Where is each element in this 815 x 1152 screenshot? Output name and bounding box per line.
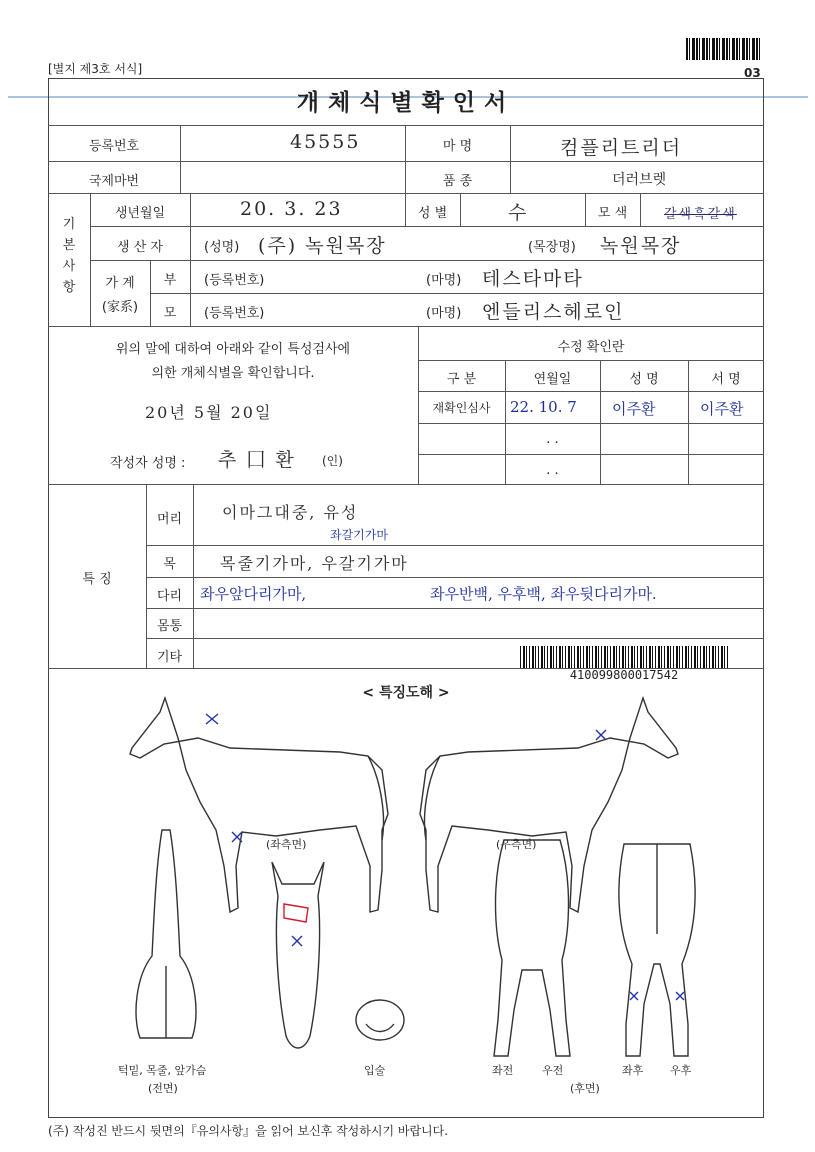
revision-row-date: . . <box>546 432 559 447</box>
birth-value: 20. 3. 23 <box>240 198 343 220</box>
breed-value: 더러브렛 <box>612 172 667 188</box>
rule <box>418 423 764 424</box>
fore-right-caption: 우전 <box>542 1064 564 1077</box>
col-date: 연월일 <box>533 372 572 387</box>
rule <box>190 260 191 326</box>
head-note: 좌갈기가마 <box>330 528 388 542</box>
breed-label: 품 종 <box>442 174 473 189</box>
top-barcode <box>686 38 762 60</box>
sex-value: 수 <box>508 202 529 224</box>
lineage-label: 가 계 <box>105 276 135 291</box>
birth-label: 생년월일 <box>114 206 166 221</box>
dam-name-label: (마명) <box>426 306 462 321</box>
horse-rear-view <box>612 824 702 1060</box>
confirmation-statement: 위의 말에 대하여 아래와 같이 특성검사에 의한 개체식별을 확인합니다. <box>115 342 351 381</box>
rule <box>48 326 764 327</box>
rule <box>418 454 764 455</box>
rule <box>640 193 641 226</box>
horse-throat-view <box>126 826 206 1046</box>
rule <box>146 638 764 639</box>
author-value: 추 ⼞ 환 <box>218 449 296 471</box>
rule <box>146 608 764 609</box>
hind-right-caption: 우후 <box>670 1064 692 1077</box>
col-type: 구 분 <box>446 372 477 387</box>
head-value: 이마그대중, 유성 <box>222 503 359 522</box>
footer-note: (주) 작성진 반드시 뒷면의『유의사항』을 읽어 보신후 작성하시기 바랍니다. <box>48 1124 449 1138</box>
producer-name-value: (주) 녹원목장 <box>258 235 387 257</box>
front-label: (전면) <box>148 1082 178 1095</box>
rule <box>146 545 764 546</box>
basic-info-section-label: 기 본 사 항 <box>62 217 76 295</box>
revision-title: 수정 확인란 <box>557 340 625 355</box>
rear-label: (후면) <box>570 1082 600 1095</box>
intl-no-label: 국제마번 <box>88 174 140 189</box>
hind-left-caption: 좌후 <box>622 1064 644 1077</box>
rule <box>48 484 764 485</box>
sex-label: 성 별 <box>417 206 448 221</box>
neck-value: 목줄기가마, 우갈기가마 <box>220 554 409 573</box>
dam-name-value: 엔들리스헤로인 <box>482 301 625 323</box>
producer-label: 생 산 자 <box>117 240 163 255</box>
rule <box>48 193 764 194</box>
diagram-title: < 특징도해 > <box>362 685 450 701</box>
rule <box>460 193 461 226</box>
features-section-label: 특 징 <box>82 572 112 587</box>
rule <box>150 293 764 294</box>
form-title: 개체식별확인서 <box>296 90 516 116</box>
horse-head-front <box>258 856 338 1056</box>
lineage-hanja: (家系) <box>101 300 139 315</box>
name-value: 컴플리트리더 <box>560 137 683 159</box>
other-label: 기타 <box>156 650 183 665</box>
revision-row-sign: 이주환 <box>700 400 744 418</box>
legs-value: 좌우앞다리가마, <box>200 585 307 603</box>
col-sign: 서 명 <box>711 372 741 387</box>
head-label: 머리 <box>156 512 183 527</box>
mid-barcode <box>520 646 728 668</box>
revision-row-type: 재확인심사 <box>432 401 491 415</box>
revision-row-date: 22. 10. 7 <box>510 398 577 416</box>
body-label: 몸통 <box>156 619 183 634</box>
dam-reg-label: (등록번호) <box>204 306 265 321</box>
revision-row-date: . . <box>546 463 559 478</box>
revision-row-name: 이주환 <box>612 400 656 418</box>
sire-name-value: 테스타마타 <box>482 268 584 290</box>
front-caption: 턱밑, 목줄, 앞가슴 <box>118 1064 207 1077</box>
rule <box>193 484 194 668</box>
barcode-number: 410099800017542 <box>569 668 679 682</box>
sire-name-label: (마명) <box>426 273 462 288</box>
rule <box>180 125 181 193</box>
left-side-caption: (좌측면) <box>266 838 307 851</box>
color-label: 모 색 <box>597 206 628 221</box>
sire-reg-label: (등록번호) <box>204 273 265 288</box>
reg-no-label: 등록번호 <box>88 139 140 154</box>
right-side-caption: (우측면) <box>496 838 537 851</box>
color-value: 갈색흑갈색 <box>664 207 737 222</box>
author-label: 작성자 성명 : <box>110 456 186 471</box>
rule <box>190 193 191 260</box>
rule <box>510 125 511 193</box>
legs-value-blue: 좌우반백, 우후백, 좌우뒷다리가마. <box>430 585 657 603</box>
rule <box>48 125 764 126</box>
rule <box>146 577 764 578</box>
dam-label: 모 <box>163 306 177 321</box>
farm-label: (목장명) <box>528 240 576 255</box>
rule <box>90 226 764 227</box>
fore-left-caption: 좌전 <box>492 1064 514 1077</box>
reg-no-value: 45555 <box>290 131 361 153</box>
page-number: 03 <box>744 66 761 80</box>
confirmation-date: 20년 5월 20일 <box>145 403 273 422</box>
rule <box>90 260 764 261</box>
neck-label: 목 <box>163 557 176 572</box>
rule <box>418 360 764 361</box>
horse-lips <box>350 994 410 1050</box>
producer-name-label: (성명) <box>204 240 240 255</box>
name-label: 마 명 <box>442 139 473 154</box>
rule <box>48 161 764 162</box>
legs-label: 다리 <box>156 589 183 604</box>
lips-caption: 입술 <box>364 1064 386 1077</box>
form-number-label: [별지 제3호 서식] <box>48 62 143 76</box>
rule <box>418 391 764 392</box>
col-name: 성 명 <box>629 372 659 387</box>
farm-value: 녹원목장 <box>600 235 682 257</box>
horse-front-view <box>484 820 580 1060</box>
seal-label: (인) <box>322 454 343 468</box>
sire-label: 부 <box>163 273 177 288</box>
